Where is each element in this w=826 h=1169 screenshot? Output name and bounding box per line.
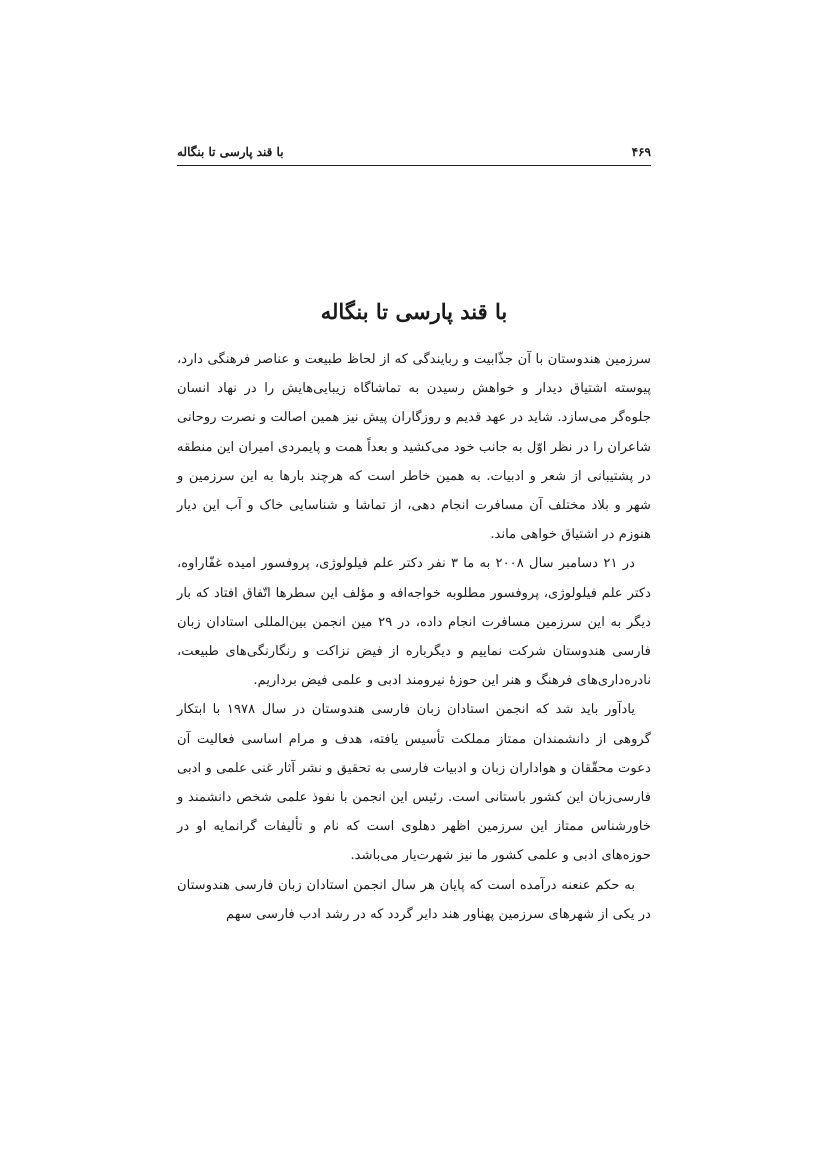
chapter-title: با قند پارسی تا بنگاله <box>320 299 508 324</box>
paragraph-4: به حکم عنعنه درآمده است که پایان هر سال انجمن استادان زبان فارسی هندوستان در یکی از شهرهای سرزمین پهناور هند دایر گردد که در رشد ادب فارسی سهم <box>177 877 651 922</box>
paragraph-3: یادآور باید شد که انجمن استادان زبان فارسی هندوستان در سال ۱۹۷۸ با ابتکار گروهی از دانشمندان ممتاز مملکت تأسیس یافته، هدف و مرام اساسی فعالیت آن دعوت محقّقان و هواداران زبان و ادبیات فارسی به تحقیق و نشر آثار غنی علمی و ادبی فارسی‌زبان این کشور باستانی است. رئیس این انجمن با نفوذ علمی شخص دانشمند و خاورشناس ممتاز این سرزمین اظهر دهلوی است که نام و تألیفات گرانمایه او در حوزه‌های ادبی و علمی کشور ما نیز شهرت‌یار می‌باشد. <box>177 702 651 864</box>
body-text <box>177 345 651 929</box>
paragraph-2: در ۲۱ دسامبر سال ۲۰۰۸ به ما ۳ نفر دکتر علم فیلولوژی، پروفسور امیده غفّاراوه، دکتر علم فیلولوژی، پروفسور مطلوبه خواجه‌افه و مؤلف این سطرها اتّفاق افتاد که بار دیگر به این سرزمین مسافرت انجام داده، در ۲۹ مین انجمن بین‌المللی استادان زبان فارسی هندوستان شرکت نماییم و دیگرباره از فیض نزاکت و رنگارنگی‌های طبیعت، نادره‌داری‌های فرهنگ و هنر این حوزهٔ نیرومند ادبی و علمی فیض برداریم. <box>177 556 651 689</box>
running-header <box>177 143 651 166</box>
page-number: ۴۶۹ <box>631 145 651 159</box>
running-title: با قند پارسی تا بنگاله <box>177 145 284 159</box>
paragraph-1: سرزمین هندوستان با آن جذّابیت و ربایندگی که از لحاظ طبیعت و عناصر فرهنگی دارد، پیوسته اشتیاق دیدار و خواهش رسیدن به تماشاگاه زیبایی‌هایش را در نهاد انسان جلوه‌گر می‌سازد. شاید در عهد قدیم و روزگاران پیش نیز همین اصالت و نصرت روحانی شاعران را در نظر اوّل به جانب خود می‌کشید و بعداً همت و پایمردی امیران این منطقه در پشتیبانی از شعر و ادبیات. به همین خاطر است که هرچند بارها به این سرزمین و شهر و بلاد مختلف آن مسافرت انجام دهی، از تماشا و شناسایی خاک و آب این دیار هنوزم در اشتیاق خواهی ماند. <box>177 352 651 543</box>
